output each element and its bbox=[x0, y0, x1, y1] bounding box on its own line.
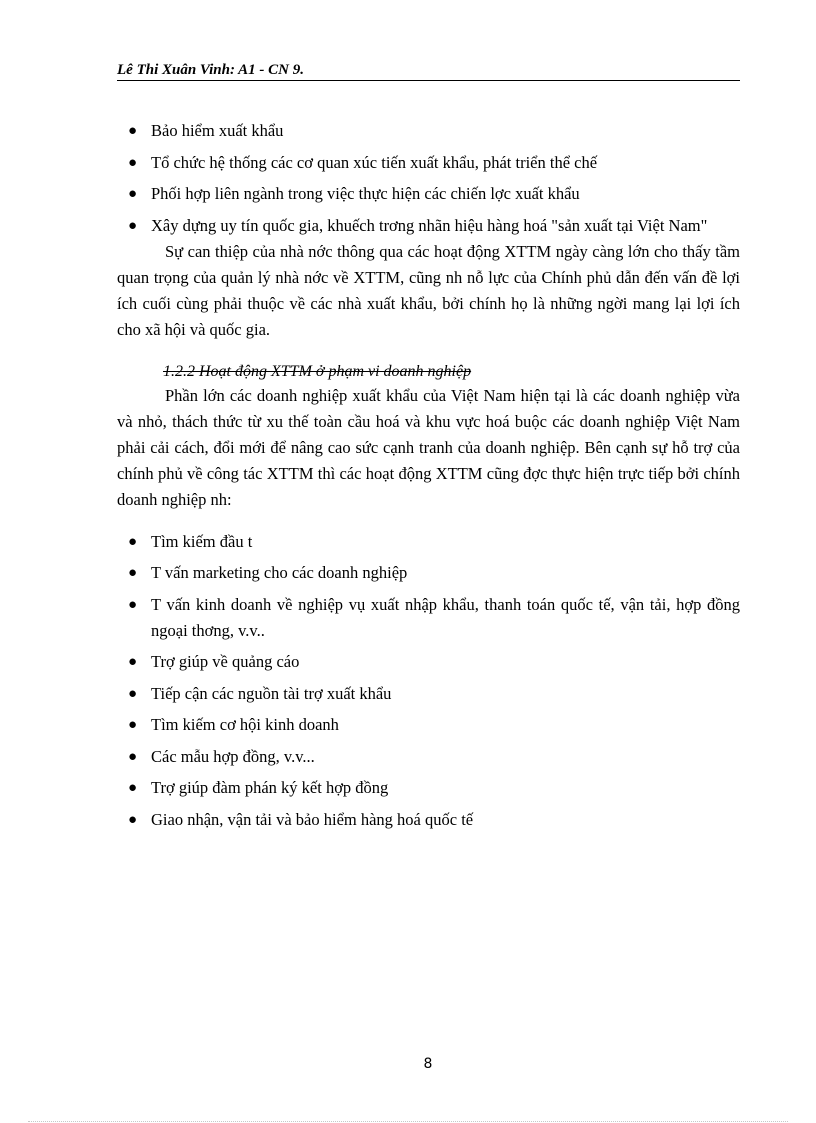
list-item: ● Trợ giúp về quảng cáo bbox=[117, 649, 740, 675]
page-bottom-divider bbox=[28, 1121, 788, 1122]
bullet-icon: ● bbox=[128, 186, 138, 202]
list-item: ● Tiếp cận các nguồn tài trợ xuất khẩu bbox=[117, 681, 740, 707]
list-item: ● Phối hợp liên ngành trong việc thực hiện các chiến lợc xuất khẩu bbox=[117, 181, 740, 207]
bullet-icon: ● bbox=[128, 654, 138, 670]
bullet-icon: ● bbox=[128, 154, 138, 171]
page-body bbox=[117, 118, 740, 838]
header-title: Lê Thi Xuân Vinh: A1 - CN 9. bbox=[117, 62, 304, 78]
list-item: ● Giao nhận, vận tải và bảo hiểm hàng hoá quốc tế bbox=[117, 807, 740, 833]
spacer bbox=[117, 513, 740, 529]
list-item: ● Tổ chức hệ thống các cơ quan xúc tiến xuất khẩu, phát triển thể chế bbox=[117, 150, 740, 176]
list-item: ● T vấn marketing cho các doanh nghiệp bbox=[117, 560, 740, 586]
bullet-list-bottom bbox=[117, 529, 740, 833]
bullet-list-top bbox=[117, 118, 740, 239]
list-item: ● Các mẫu hợp đồng, v.v... bbox=[117, 744, 740, 770]
list-item: ● Bảo hiểm xuất khẩu bbox=[117, 118, 740, 144]
list-item: ● T vấn kinh doanh về nghiệp vụ xuất nhập khẩu, thanh toán quốc tế, vận tải, hợp đồng ngoại thơng, v.v.. bbox=[117, 592, 740, 644]
bullet-icon: ● bbox=[128, 533, 138, 550]
list-item: ● Trợ giúp đàm phán ký kết hợp đồng bbox=[117, 775, 740, 801]
bullet-icon: ● bbox=[128, 717, 138, 733]
bullet-icon: ● bbox=[128, 780, 138, 796]
list-item: ● Tìm kiếm đầu t bbox=[117, 529, 740, 555]
bullet-icon: ● bbox=[128, 811, 138, 828]
section-heading: 1.2.2 Hoạt động XTTM ở phạm vi doanh nghiệp bbox=[163, 362, 472, 380]
list-item: ● Tìm kiếm cơ hội kinh doanh bbox=[117, 712, 740, 738]
paragraph-1: Sự can thiệp của nhà nớc thông qua các hoạt động XTTM ngày càng lớn cho thấy tầm quan trọng của quản lý nhà nớc về XTTM, cũng nh nỗ lực của Chính phủ dẫn đến vấn đề lợi ích cuối cùng phải thuộc về các nhà xuất khẩu, bởi chính họ là những ngời mang lại lợi ích cho xã hội và quốc gia. bbox=[117, 241, 740, 339]
bullet-icon: ● bbox=[128, 217, 138, 234]
bullet-icon: ● bbox=[128, 123, 138, 139]
bullet-icon: ● bbox=[128, 685, 138, 702]
page-number: 8 bbox=[423, 1056, 433, 1072]
bullet-icon: ● bbox=[128, 748, 138, 765]
bullet-icon: ● bbox=[128, 565, 138, 581]
paragraph-2: Phần lớn các doanh nghiệp xuất khẩu của Việt Nam hiện tại là các doanh nghiệp vừa và nhỏ, thách thức từ xu thế toàn cầu hoá và khu vực hoá buộc các doanh nghiệp Việt Nam phải cải cách, đổi mới để nâng cao sức cạnh tranh của doanh nghiệp. Bên cạnh sự hỗ trợ của chính phủ về công tác XTTM thì các hoạt động XTTM cũng đợc thực hiện trực tiếp bởi chính doanh nghiệp nh: bbox=[117, 385, 740, 509]
bullet-icon: ● bbox=[128, 596, 138, 613]
list-item: ● Xây dựng uy tín quốc gia, khuếch trơng nhãn hiệu hàng hoá "sản xuất tại Việt Nam" bbox=[117, 213, 740, 239]
page-header bbox=[117, 60, 740, 81]
